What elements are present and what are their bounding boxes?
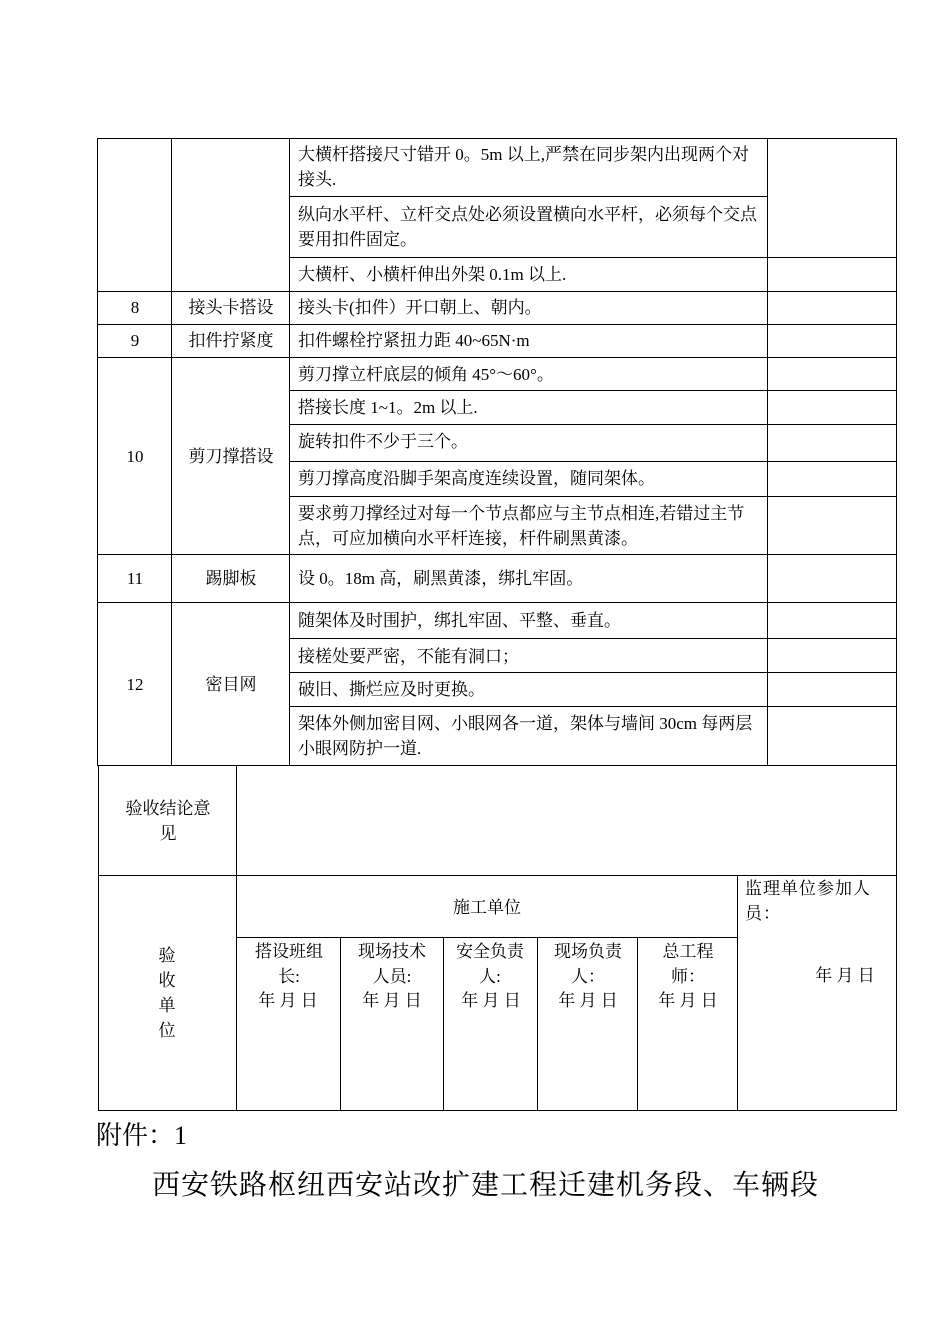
table-border [171, 138, 172, 766]
role-label: 总工程师： [662, 942, 714, 986]
document-title: 西安铁路枢纽西安站改扩建工程迁建机务段、车辆段 [152, 1170, 820, 1201]
requirement-text: 剪刀撑立杆底层的倾角 45°～60°。 [298, 365, 554, 384]
role-label: 现场负责人： [554, 942, 622, 986]
row-no: 11 [126, 569, 144, 588]
date-field: 年 月 日 [558, 991, 618, 1010]
row-item: 剪刀撑搭设 [188, 447, 274, 466]
table-border [97, 324, 897, 325]
table-border [289, 257, 897, 258]
table-border [289, 196, 767, 197]
table-border [97, 291, 897, 292]
table-border [98, 875, 897, 876]
row-no: 8 [130, 298, 140, 317]
row-item: 密目网 [205, 675, 257, 694]
table-border [637, 937, 638, 1111]
table-border [97, 602, 897, 603]
date-field: 年 月 日 [461, 991, 521, 1010]
requirement-text: 破旧、撕烂应及时更换。 [298, 680, 485, 699]
requirement-text: 扣件螺栓拧紧扭力距 40~65N·m [298, 331, 530, 350]
requirement-text: 搭接长度 1~1。2m 以上. [298, 398, 478, 417]
requirement-text: 大横杆、小横杆伸出外架 0.1m 以上. [298, 265, 567, 284]
table-border [97, 138, 98, 766]
construction-unit-label: 施工单位 [453, 898, 521, 917]
table-border [97, 765, 897, 766]
requirement-text: 接头卡(扣件）开口朝上、朝内。 [298, 298, 542, 317]
supervision-label: 监理单位参加人员： [745, 879, 871, 923]
table-border [236, 765, 237, 1111]
date-field: 年 月 日 [258, 991, 318, 1010]
requirement-text: 设 0。18m 高，刷黑黄漆，绑扎牢固。 [298, 569, 584, 588]
row-item: 扣件拧紧度 [188, 331, 274, 350]
table-border [289, 496, 897, 497]
role-label: 搭设班组长: [255, 942, 323, 986]
table-border [340, 937, 341, 1111]
requirement-text: 剪刀撑高度沿脚手架高度连续设置，随同架体。 [298, 469, 655, 488]
table-border [896, 138, 897, 1111]
table-border [289, 461, 897, 462]
table-border [97, 554, 897, 555]
table-border [443, 937, 444, 1111]
table-border [97, 357, 897, 358]
requirement-text: 架体外侧加密目网、小眼网各一道，架体与墙间 30cm 每两层小眼网防护一道. [298, 714, 753, 758]
table-border [236, 937, 738, 938]
table-border [289, 424, 897, 425]
date-field: 年 月 日 [362, 991, 422, 1010]
table-border [98, 765, 99, 1111]
supervision-date: 年 月 日 [815, 966, 875, 985]
table-border [289, 672, 897, 673]
requirement-text: 要求剪刀撑经过对每一个节点都应与主节点相连,若错过主节点，可应加横向水平杆连接，杆件刷黑黄漆。 [298, 504, 745, 548]
attachment-label: 附件：1 [96, 1121, 188, 1150]
row-no: 10 [126, 447, 144, 466]
table-border [537, 937, 538, 1111]
requirement-text: 随架体及时围护，绑扎牢固、平整、垂直。 [298, 611, 621, 630]
row-no: 12 [126, 675, 144, 694]
row-no: 9 [130, 331, 140, 350]
role-label: 现场技术人员: [358, 942, 426, 986]
requirement-text: 大横杆搭接尺寸错开 0。5m 以上,严禁在同步架内出现两个对接头. [298, 145, 749, 189]
table-border [289, 390, 897, 391]
table-border [97, 138, 897, 139]
requirement-text: 纵向水平杆、立杆交点处必须设置横向水平杆，必须每个交点要用扣件固定。 [298, 205, 757, 249]
table-border [98, 1110, 897, 1111]
row-item: 接头卡搭设 [188, 298, 274, 317]
table-border [289, 706, 897, 707]
table-border [737, 875, 738, 1111]
row-item: 踢脚板 [205, 569, 257, 588]
conclusion-label: 验收结论意见 [125, 799, 211, 843]
role-label: 安全负责人: [456, 942, 524, 986]
date-field: 年 月 日 [658, 991, 718, 1010]
requirement-text: 接槎处要严密，不能有洞口； [298, 647, 519, 666]
table-border [289, 638, 897, 639]
requirement-text: 旋转扣件不少于三个。 [298, 432, 468, 451]
acceptance-unit-label: 验收单位 [158, 946, 176, 1040]
